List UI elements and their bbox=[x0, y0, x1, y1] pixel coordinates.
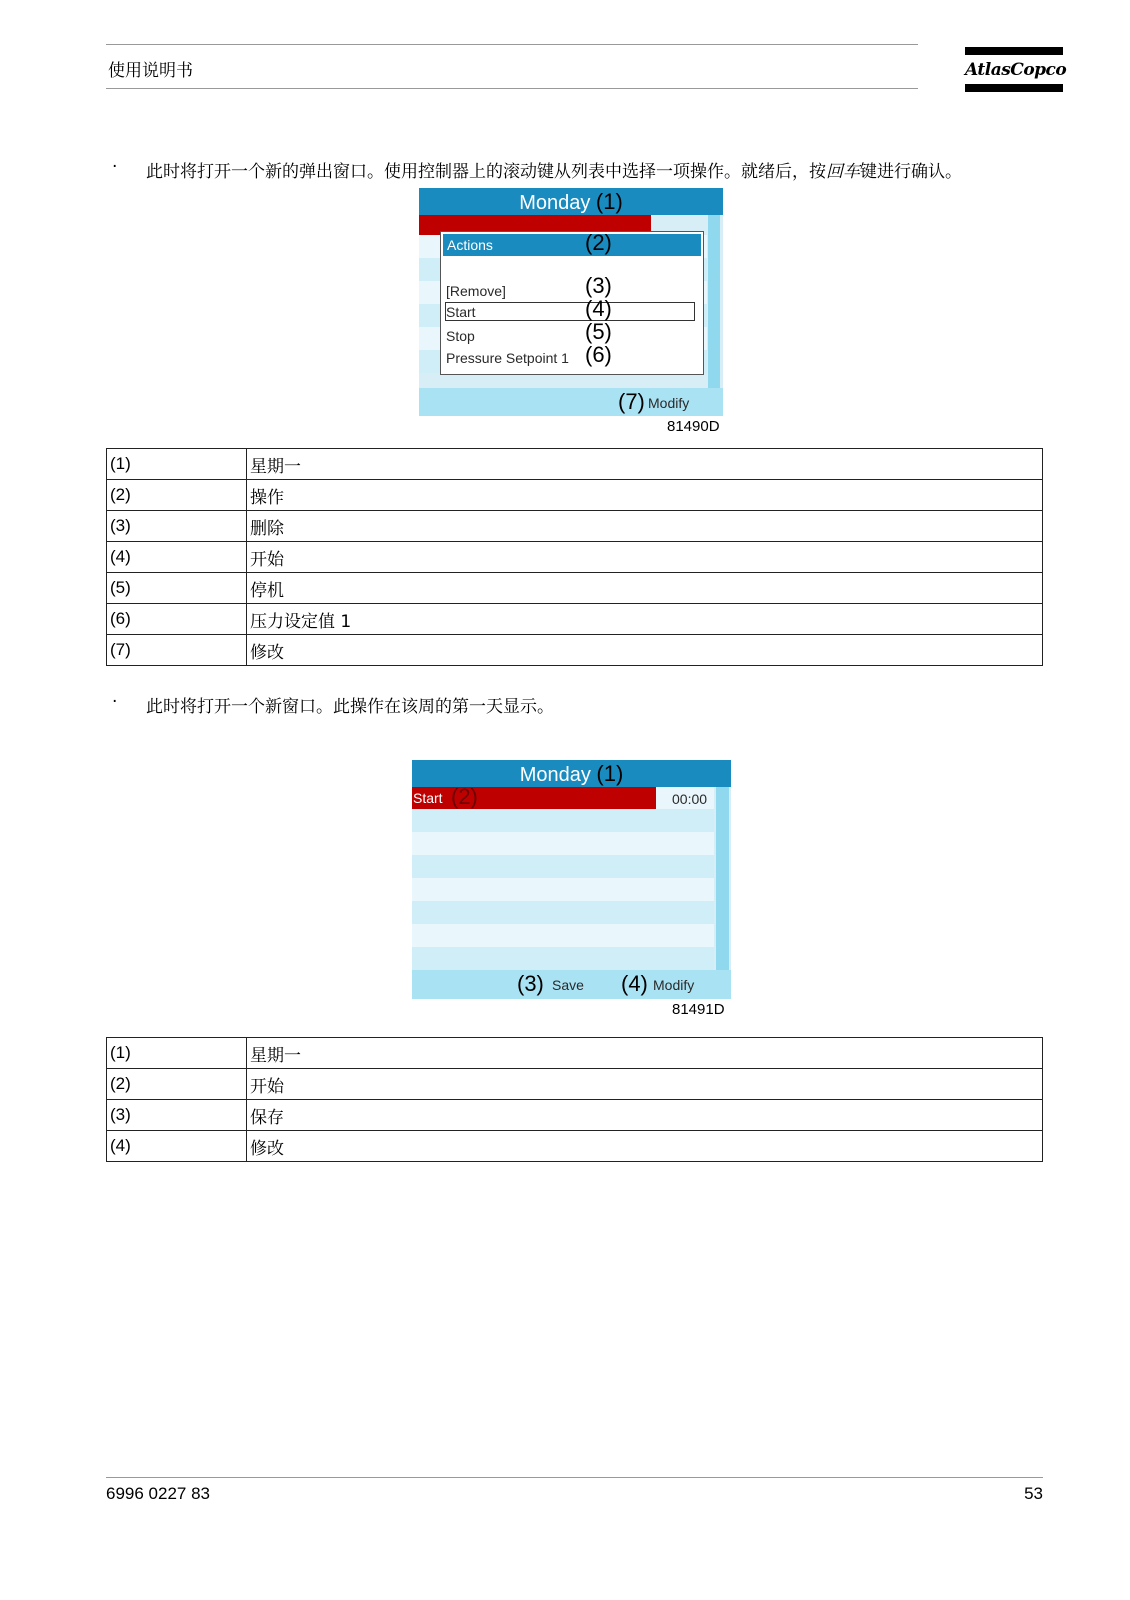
document-title: 使用说明书 bbox=[108, 61, 193, 81]
modify-softkey[interactable]: Modify bbox=[653, 977, 695, 993]
action-remove[interactable]: [Remove] bbox=[446, 283, 506, 299]
table-row: (6) 压力设定值 1 bbox=[107, 604, 1043, 635]
callout-6: (6) bbox=[585, 342, 612, 367]
table-row: (1) 星期一 bbox=[107, 449, 1043, 480]
callout-7: (7) bbox=[618, 389, 645, 414]
figure-1-caption: 81490D bbox=[667, 418, 720, 435]
screen-title-bar bbox=[419, 188, 723, 215]
scrollbar[interactable] bbox=[708, 215, 720, 388]
table-row: (4) 修改 bbox=[107, 1131, 1043, 1162]
header-top-rule bbox=[106, 44, 918, 45]
table-row: (1) 星期一 bbox=[107, 1038, 1043, 1069]
actions-popup bbox=[440, 231, 704, 375]
callout-4: (4) bbox=[621, 971, 648, 996]
start-row-selected[interactable] bbox=[412, 784, 656, 809]
save-softkey[interactable]: Save bbox=[552, 977, 584, 993]
callout-3: (3) bbox=[517, 971, 544, 996]
action-pressure-setpoint[interactable]: Pressure Setpoint 1 bbox=[446, 350, 569, 366]
screen-footer bbox=[412, 970, 731, 999]
table-row: (7) 修改 bbox=[107, 635, 1043, 666]
callout-4: (4) bbox=[585, 296, 612, 321]
popup-header bbox=[443, 234, 701, 256]
start-time: 00:00 bbox=[672, 791, 708, 807]
screen-title: Monday bbox=[519, 764, 591, 786]
callout-5: (5) bbox=[585, 319, 612, 344]
bullet: · bbox=[112, 692, 118, 712]
table-row: (3) 删除 bbox=[107, 511, 1043, 542]
figure-2-caption: 81491D bbox=[672, 1001, 725, 1018]
screen-footer bbox=[419, 388, 723, 416]
bullet: · bbox=[112, 157, 118, 177]
table-row: (3) 保存 bbox=[107, 1100, 1043, 1131]
screen-title-bar bbox=[412, 760, 731, 787]
callout-2: (2) bbox=[451, 784, 478, 809]
table-row: (2) 操作 bbox=[107, 480, 1043, 511]
action-start-highlight[interactable] bbox=[445, 302, 695, 321]
popup-title: Actions bbox=[447, 237, 493, 253]
modify-softkey[interactable]: Modify bbox=[648, 395, 690, 411]
callout-1: (1) bbox=[595, 189, 623, 214]
controller-screen-actions bbox=[419, 188, 723, 416]
header-bottom-rule bbox=[106, 88, 918, 89]
callout-3: (3) bbox=[585, 273, 612, 298]
atlas-copco-logo: AtlasCopco bbox=[965, 47, 1063, 93]
start-row-label: Start bbox=[413, 790, 443, 806]
callout-1: (1) bbox=[596, 761, 624, 786]
screen-title: Monday bbox=[519, 192, 591, 214]
action-start[interactable]: Start bbox=[446, 304, 476, 320]
action-stop[interactable]: Stop bbox=[446, 328, 475, 344]
controller-screen-schedule bbox=[412, 760, 731, 999]
table-row: (2) 开始 bbox=[107, 1069, 1043, 1100]
table-row: (5) 停机 bbox=[107, 573, 1043, 604]
table-row: (4) 开始 bbox=[107, 542, 1043, 573]
enter-key-term: 回车 bbox=[826, 162, 860, 182]
document-number: 6996 0227 83 bbox=[106, 1484, 210, 1503]
instruction-paragraph-1: 此时将打开一个新的弹出窗口。使用控制器上的滚动键从列表中选择一项操作。就绪后，按回车键进行确认。 bbox=[146, 162, 962, 182]
scrollbar[interactable] bbox=[716, 787, 729, 970]
callout-2: (2) bbox=[585, 230, 612, 255]
legend-table-2 bbox=[106, 1037, 1043, 1162]
page-number: 53 bbox=[1024, 1484, 1043, 1503]
instruction-paragraph-2: 此时将打开一个新窗口。此操作在该周的第一天显示。 bbox=[146, 697, 554, 717]
legend-table-1 bbox=[106, 448, 1043, 666]
footer-rule bbox=[106, 1477, 1043, 1478]
